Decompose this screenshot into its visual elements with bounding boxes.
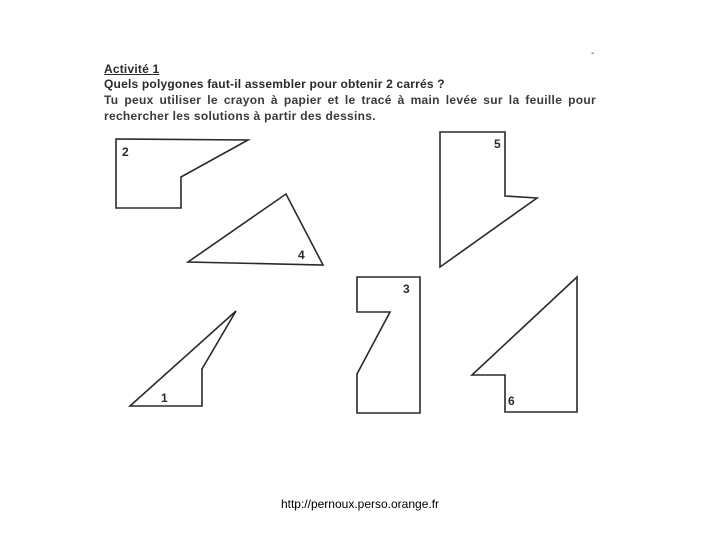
activity-heading: Activité 1 [104,62,160,76]
polygon-2-outline [116,139,248,208]
polygon-3 [357,277,420,413]
polygon-1 [130,311,236,406]
activity-instructions: Tu peux utiliser le crayon à papier et le tracé à main levée sur la feuille pour rechercher les solutions à partir des dessins. [104,93,596,123]
corner-mark: - [591,48,595,59]
polygon-4-number: 4 [298,248,305,262]
polygon-1-number: 1 [161,391,168,405]
polygon-3-number: 3 [403,282,410,296]
polygon-1-outline [130,311,236,406]
polygon-3-outline [357,277,420,413]
polygon-2-number: 2 [122,145,129,159]
polygon-5-number: 5 [494,137,501,151]
polygon-5 [440,132,537,267]
source-credit: http://pernoux.perso.orange.fr [280,497,440,511]
polygon-6-number: 6 [508,394,515,408]
polygon-6 [472,277,577,412]
activity-question: Quels polygones faut-il assembler pour obtenir 2 carrés ? [104,77,445,91]
polygon-6-outline [472,277,577,412]
polygon-4 [188,194,323,265]
polygon-2 [116,139,248,208]
polygon-5-outline [440,132,537,267]
